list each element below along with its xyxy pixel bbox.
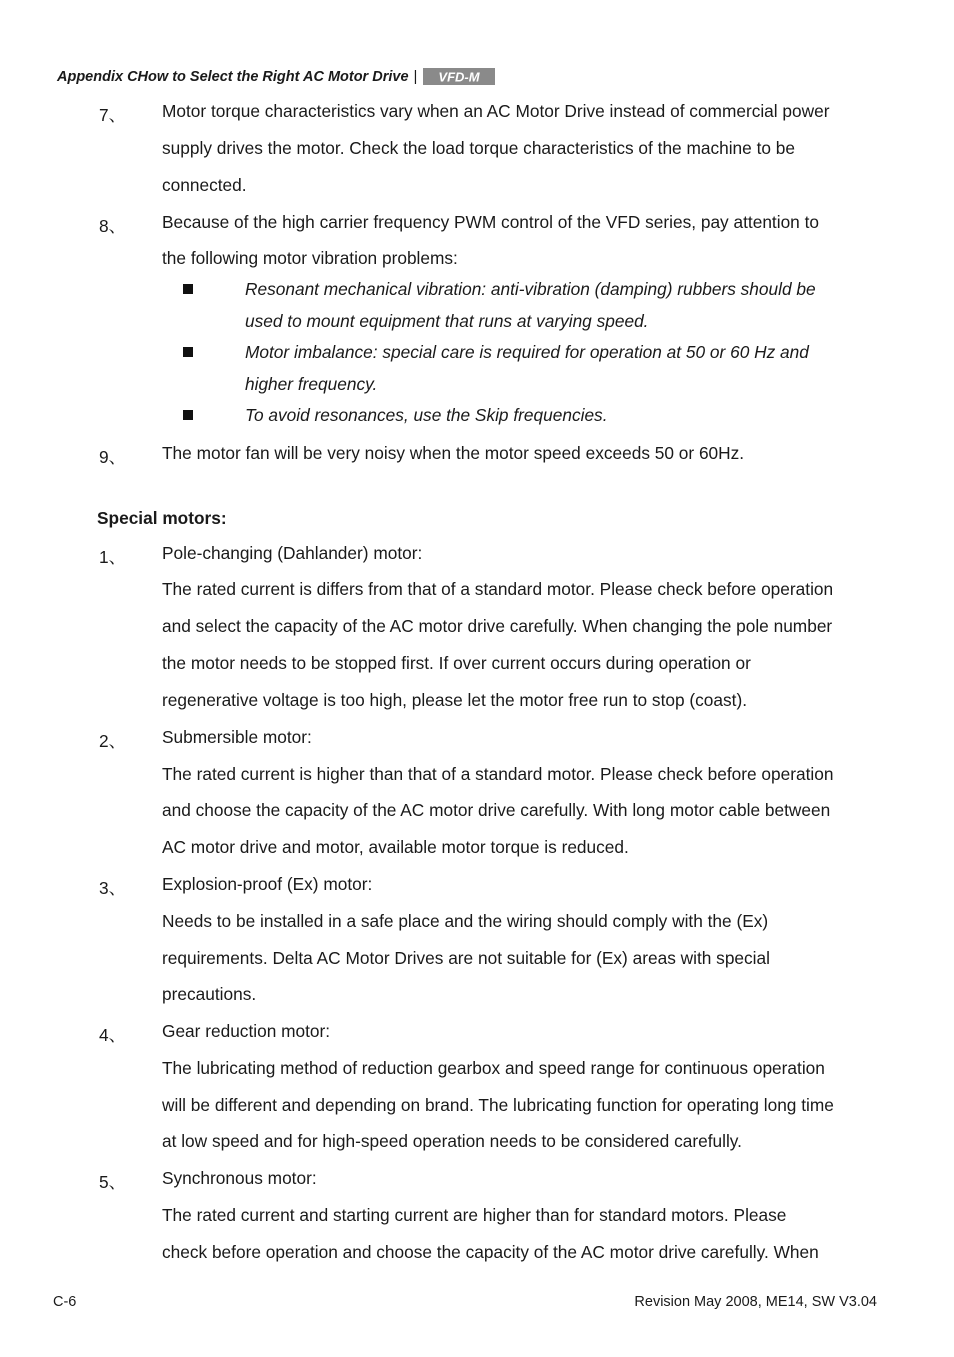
bullet-line: used to mount equipment that runs at varying speed. <box>245 311 649 331</box>
item-title: Synchronous motor: <box>162 1168 317 1188</box>
bullet-square-icon <box>183 410 193 420</box>
item-title: Submersible motor: <box>162 727 312 747</box>
item-title: Explosion-proof (Ex) motor: <box>162 874 373 894</box>
item-line: The lubricating method of reduction gearbox and speed range for continuous operation <box>162 1058 825 1078</box>
item-title: Gear reduction motor: <box>162 1021 331 1041</box>
page-header <box>57 68 495 85</box>
item-title: Pole-changing (Dahlander) motor: <box>162 543 423 563</box>
item-line: at low speed and for high-speed operation needs to be considered carefully. <box>162 1131 742 1151</box>
item-number: 4、 <box>99 1025 126 1045</box>
revision-note: Revision May 2008, ME14, SW V3.04 <box>634 1294 877 1310</box>
item-number: 1、 <box>99 547 126 567</box>
header-separator: | <box>413 68 418 85</box>
page-number: C-6 <box>53 1294 77 1310</box>
bullet-line: Resonant mechanical vibration: anti-vibration (damping) rubbers should be <box>245 279 816 299</box>
item-line: supply drives the motor. Check the load torque characteristics of the machine to be <box>162 138 796 158</box>
logo-text: VFD-M <box>438 69 481 85</box>
item-line: the motor needs to be stopped first. If over current occurs during operation or <box>162 653 751 673</box>
item-number: 3、 <box>99 878 126 898</box>
item-number: 5、 <box>99 1172 126 1192</box>
item-number: 9、 <box>99 447 126 467</box>
item-line: The rated current and starting current are higher than for standard motors. Please <box>162 1205 787 1225</box>
section-heading: Special motors: <box>97 508 227 528</box>
bullet-line: To avoid resonances, use the Skip frequencies. <box>245 405 608 425</box>
bullet-line: Motor imbalance: special care is required for operation at 50 or 60 Hz and <box>245 342 809 362</box>
item-line: Motor torque characteristics vary when an AC Motor Drive instead of commercial power <box>162 101 830 121</box>
item-line: connected. <box>162 175 247 195</box>
item-line: AC motor drive and motor, available motor torque is reduced. <box>162 837 629 857</box>
item-line: The rated current is differs from that of a standard motor. Please check before operation <box>162 579 834 599</box>
item-line: and choose the capacity of the AC motor drive carefully. With long motor cable between <box>162 800 831 820</box>
item-line: precautions. <box>162 984 257 1004</box>
item-line: Needs to be installed in a safe place and the wiring should comply with the (Ex) <box>162 911 769 931</box>
vfd-m-logo <box>423 68 495 85</box>
bullet-square-icon <box>183 347 193 357</box>
header-title: Appendix CHow to Select the Right AC Motor Drive <box>57 68 409 85</box>
item-number: 8、 <box>99 216 126 236</box>
item-line: The rated current is higher than that of a standard motor. Please check before operation <box>162 764 834 784</box>
item-line: requirements. Delta AC Motor Drives are not suitable for (Ex) areas with special <box>162 948 770 968</box>
item-line: check before operation and choose the capacity of the AC motor drive carefully. When <box>162 1242 819 1262</box>
item-line: Because of the high carrier frequency PWM control of the VFD series, pay attention to <box>162 212 820 232</box>
item-line: regenerative voltage is too high, please let the motor free run to stop (coast). <box>162 690 748 710</box>
item-line: The motor fan will be very noisy when the motor speed exceeds 50 or 60Hz. <box>162 443 745 463</box>
item-number: 7、 <box>99 105 126 125</box>
item-number: 2、 <box>99 731 126 751</box>
item-line: the following motor vibration problems: <box>162 248 458 268</box>
item-line: and select the capacity of the AC motor drive carefully. When changing the pole number <box>162 616 833 636</box>
item-line: will be different and depending on brand. The lubricating function for operating long time <box>162 1095 834 1115</box>
bullet-line: higher frequency. <box>245 374 378 394</box>
bullet-square-icon <box>183 284 193 294</box>
